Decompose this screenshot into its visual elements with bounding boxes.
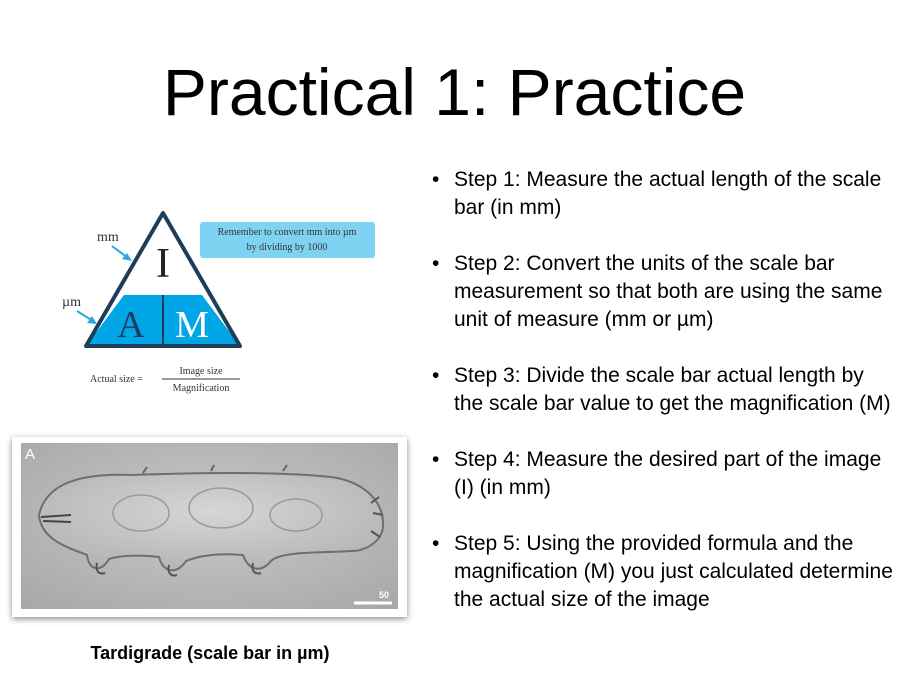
um-label: µm: [62, 295, 81, 310]
iam-triangle-diagram: [56, 200, 386, 410]
note-line-1: Remember to convert mm into µm: [217, 227, 357, 238]
formula-numerator: Image size: [179, 366, 223, 377]
scale-bar-value: 50: [378, 590, 390, 600]
note-line-2: by dividing by 1000: [246, 242, 328, 253]
formula-left: Actual size =: [90, 374, 143, 385]
letter-a: A: [117, 304, 145, 346]
steps-list: [428, 166, 898, 642]
step-1: • Step 1: Measure the actual length of the scale bar (in mm): [428, 166, 898, 222]
tardigrade-micrograph: [21, 443, 398, 609]
step-5: • Step 5: Using the provided formula and the magnification (M) you just calculated determine the actual size of the image: [428, 530, 898, 614]
formula-denominator: Magnification: [172, 383, 230, 394]
slide-title: Practical 1: Practice: [162, 55, 747, 129]
letter-m: M: [175, 304, 209, 346]
step-3: • Step 3: Divide the scale bar actual length by the scale bar value to get the magnification (M): [428, 362, 898, 418]
mm-label: mm: [97, 230, 119, 245]
step-2: • Step 2: Convert the units of the scale bar measurement so that both are using the same unit of measure (mm or µm): [428, 250, 898, 334]
step-4: • Step 4: Measure the desired part of the image (I) (in mm): [428, 446, 898, 502]
tardigrade-photo-frame: [12, 437, 407, 617]
panel-label: A: [25, 446, 36, 463]
photo-caption: Tardigrade (scale bar in µm): [90, 643, 330, 663]
letter-i: I: [156, 241, 170, 287]
